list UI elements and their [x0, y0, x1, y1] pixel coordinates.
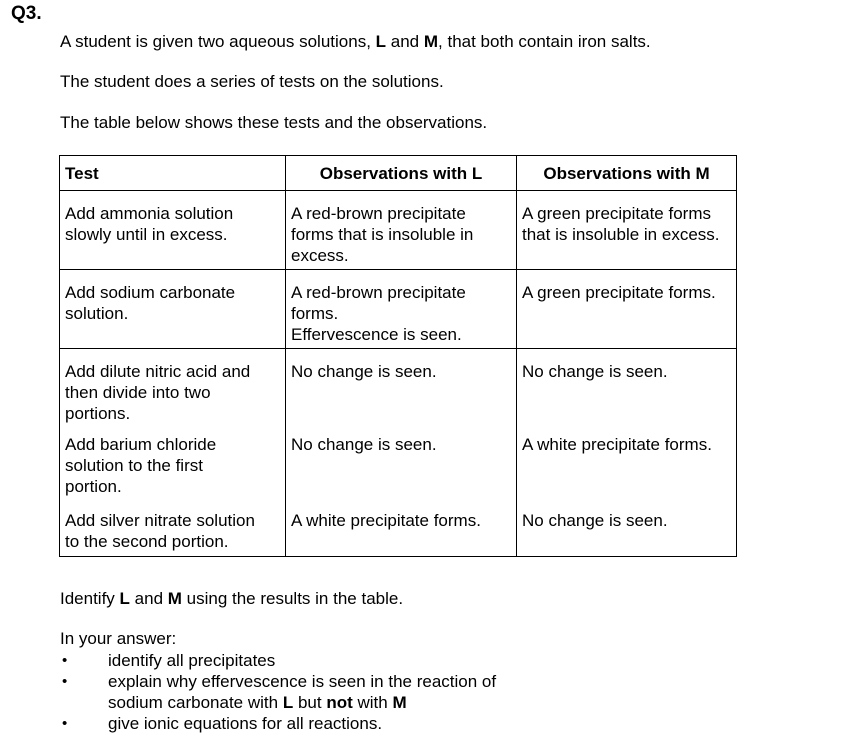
- bullet-marker: •: [62, 673, 68, 690]
- observation-l-cell: A red-brown precipitate forms. Effervescence is seen.: [286, 270, 517, 349]
- table-row: [60, 425, 737, 501]
- table-row: [60, 501, 737, 557]
- test-cell: Add barium chloride solution to the first portion.: [60, 425, 286, 501]
- table-row: [60, 191, 737, 270]
- answer-intro: In your answer:: [60, 629, 177, 648]
- observation-m-cell: No change is seen.: [517, 349, 737, 426]
- bullet-text-2-continued: sodium carbonate with L but not with M: [108, 693, 407, 712]
- observation-m-cell: No change is seen.: [517, 501, 737, 557]
- table-row: [60, 349, 737, 426]
- test-cell: Add silver nitrate solution to the second portion.: [60, 501, 286, 557]
- bullet-text-3: give ionic equations for all reactions.: [108, 714, 383, 733]
- bullet-marker: •: [62, 715, 68, 732]
- observation-m-cell: A green precipitate forms.: [517, 270, 737, 349]
- table-row: [60, 270, 737, 349]
- observation-l-cell: A red-brown precipitate forms that is insoluble in excess.: [286, 191, 517, 270]
- intro-line-2: The student does a series of tests on the solutions.: [60, 72, 444, 91]
- observation-l-cell: A white precipitate forms.: [286, 501, 517, 557]
- tests-table: [59, 155, 737, 557]
- question-number: Q3.: [11, 3, 42, 24]
- observation-m-cell: A white precipitate forms.: [517, 425, 737, 501]
- bullet-text-2: explain why effervescence is seen in the reaction of: [108, 672, 497, 691]
- test-cell: Add dilute nitric acid and then divide into two portions.: [60, 349, 286, 426]
- header-observations-m: Observations with M: [517, 156, 737, 191]
- header-test: Test: [60, 156, 286, 191]
- intro-line-1: A student is given two aqueous solutions, L and M, that both contain iron salts.: [60, 32, 651, 51]
- observation-l-cell: No change is seen.: [286, 425, 517, 501]
- table-header-row: [60, 156, 737, 191]
- intro-line-3: The table below shows these tests and the observations.: [60, 113, 488, 132]
- header-observations-l: Observations with L: [286, 156, 517, 191]
- identify-instruction: Identify L and M using the results in the table.: [60, 589, 404, 608]
- observation-l-cell: No change is seen.: [286, 349, 517, 426]
- observation-m-cell: A green precipitate forms that is insoluble in excess.: [517, 191, 737, 270]
- test-cell: Add sodium carbonate solution.: [60, 270, 286, 349]
- bullet-text-1: identify all precipitates: [108, 651, 276, 670]
- test-cell: Add ammonia solution slowly until in excess.: [60, 191, 286, 270]
- bullet-marker: •: [62, 652, 68, 669]
